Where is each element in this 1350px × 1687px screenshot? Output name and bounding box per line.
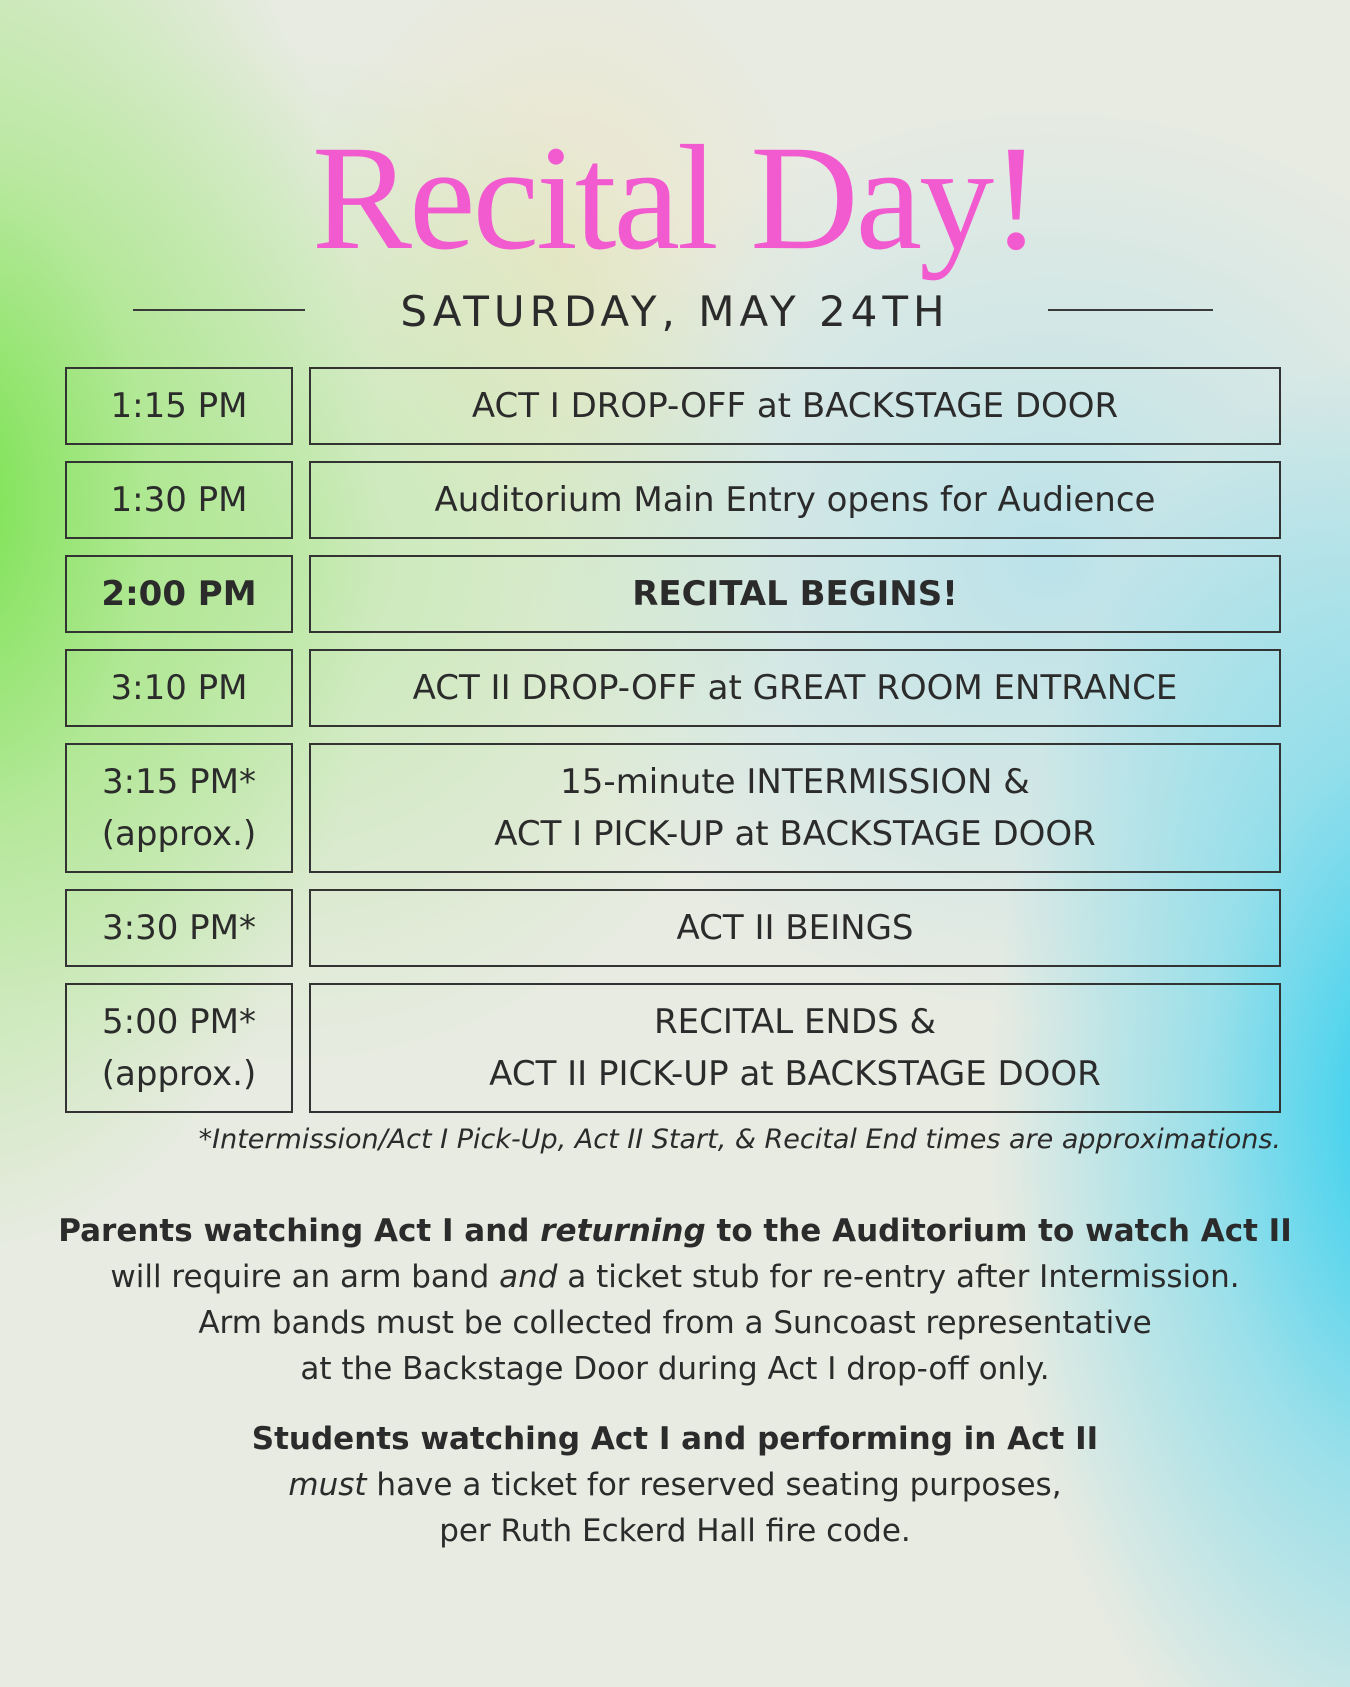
students-heading: Students watching Act I and performing in Act II — [251, 1421, 1099, 1457]
event-line: ACT I PICK-UP at BACKSTAGE DOOR — [494, 814, 1096, 854]
parents-line: at the Backstage Door during Act I drop-off only. — [300, 1351, 1050, 1387]
footnote: *Intermission/Act I Pick-Up, Act II Start, & Recital End times are approximations. — [198, 1124, 1281, 1155]
schedule-row — [65, 889, 1281, 967]
time-cell: 1:15 PM — [65, 367, 293, 445]
schedule-row — [65, 743, 1281, 873]
parents-line-a: will require an arm band — [110, 1259, 500, 1295]
event-line: RECITAL ENDS & — [653, 1002, 936, 1042]
students-line-b: have a ticket for reserved seating purposes, — [366, 1467, 1062, 1503]
time-cell — [65, 983, 293, 1113]
schedule-row — [65, 555, 1281, 633]
time-value: 5:00 PM* — [102, 1002, 256, 1042]
date-header — [0, 282, 1350, 342]
schedule-row — [65, 461, 1281, 539]
students-line — [0, 1462, 1350, 1508]
event-line: ACT II PICK-UP at BACKSTAGE DOOR — [489, 1054, 1101, 1094]
time-note: (approx.) — [101, 1054, 257, 1094]
parents-heading-a: Parents watching Act I and — [58, 1213, 541, 1249]
time-cell: 2:00 PM — [65, 555, 293, 633]
parents-line: Arm bands must be collected from a Suncoast representative — [198, 1305, 1152, 1341]
divider-right — [1048, 309, 1213, 311]
event-cell: Auditorium Main Entry opens for Audience — [309, 461, 1281, 539]
time-cell — [65, 743, 293, 873]
students-notice — [0, 1416, 1350, 1554]
event-cell — [309, 743, 1281, 873]
parents-line-emphasis: and — [499, 1259, 558, 1295]
time-cell: 3:10 PM — [65, 649, 293, 727]
event-line: 15-minute INTERMISSION & — [560, 762, 1030, 802]
parents-heading-b: to the Auditorium to watch Act II — [705, 1213, 1292, 1249]
time-cell: 3:30 PM* — [65, 889, 293, 967]
students-line-emphasis: must — [288, 1467, 367, 1503]
schedule-row — [65, 367, 1281, 445]
event-cell: ACT I DROP-OFF at BACKSTAGE DOOR — [309, 367, 1281, 445]
event-cell: ACT II DROP-OFF at GREAT ROOM ENTRANCE — [309, 649, 1281, 727]
time-note: (approx.) — [101, 814, 257, 854]
schedule-row — [65, 983, 1281, 1113]
event-cell: ACT II BEINGS — [309, 889, 1281, 967]
parents-line — [0, 1254, 1350, 1300]
students-line: per Ruth Eckerd Hall fire code. — [439, 1513, 911, 1549]
parents-notice — [0, 1208, 1350, 1392]
event-cell — [309, 983, 1281, 1113]
time-cell: 1:30 PM — [65, 461, 293, 539]
time-value: 3:15 PM* — [102, 762, 256, 802]
page-title: Recital Day! — [311, 115, 1039, 281]
event-date: SATURDAY, MAY 24TH — [400, 287, 950, 336]
parents-heading — [0, 1208, 1350, 1254]
parents-heading-emphasis: returning — [540, 1213, 706, 1249]
event-cell: RECITAL BEGINS! — [309, 555, 1281, 633]
schedule-row — [65, 649, 1281, 727]
parents-line-b: a ticket stub for re-entry after Intermission. — [557, 1259, 1240, 1295]
